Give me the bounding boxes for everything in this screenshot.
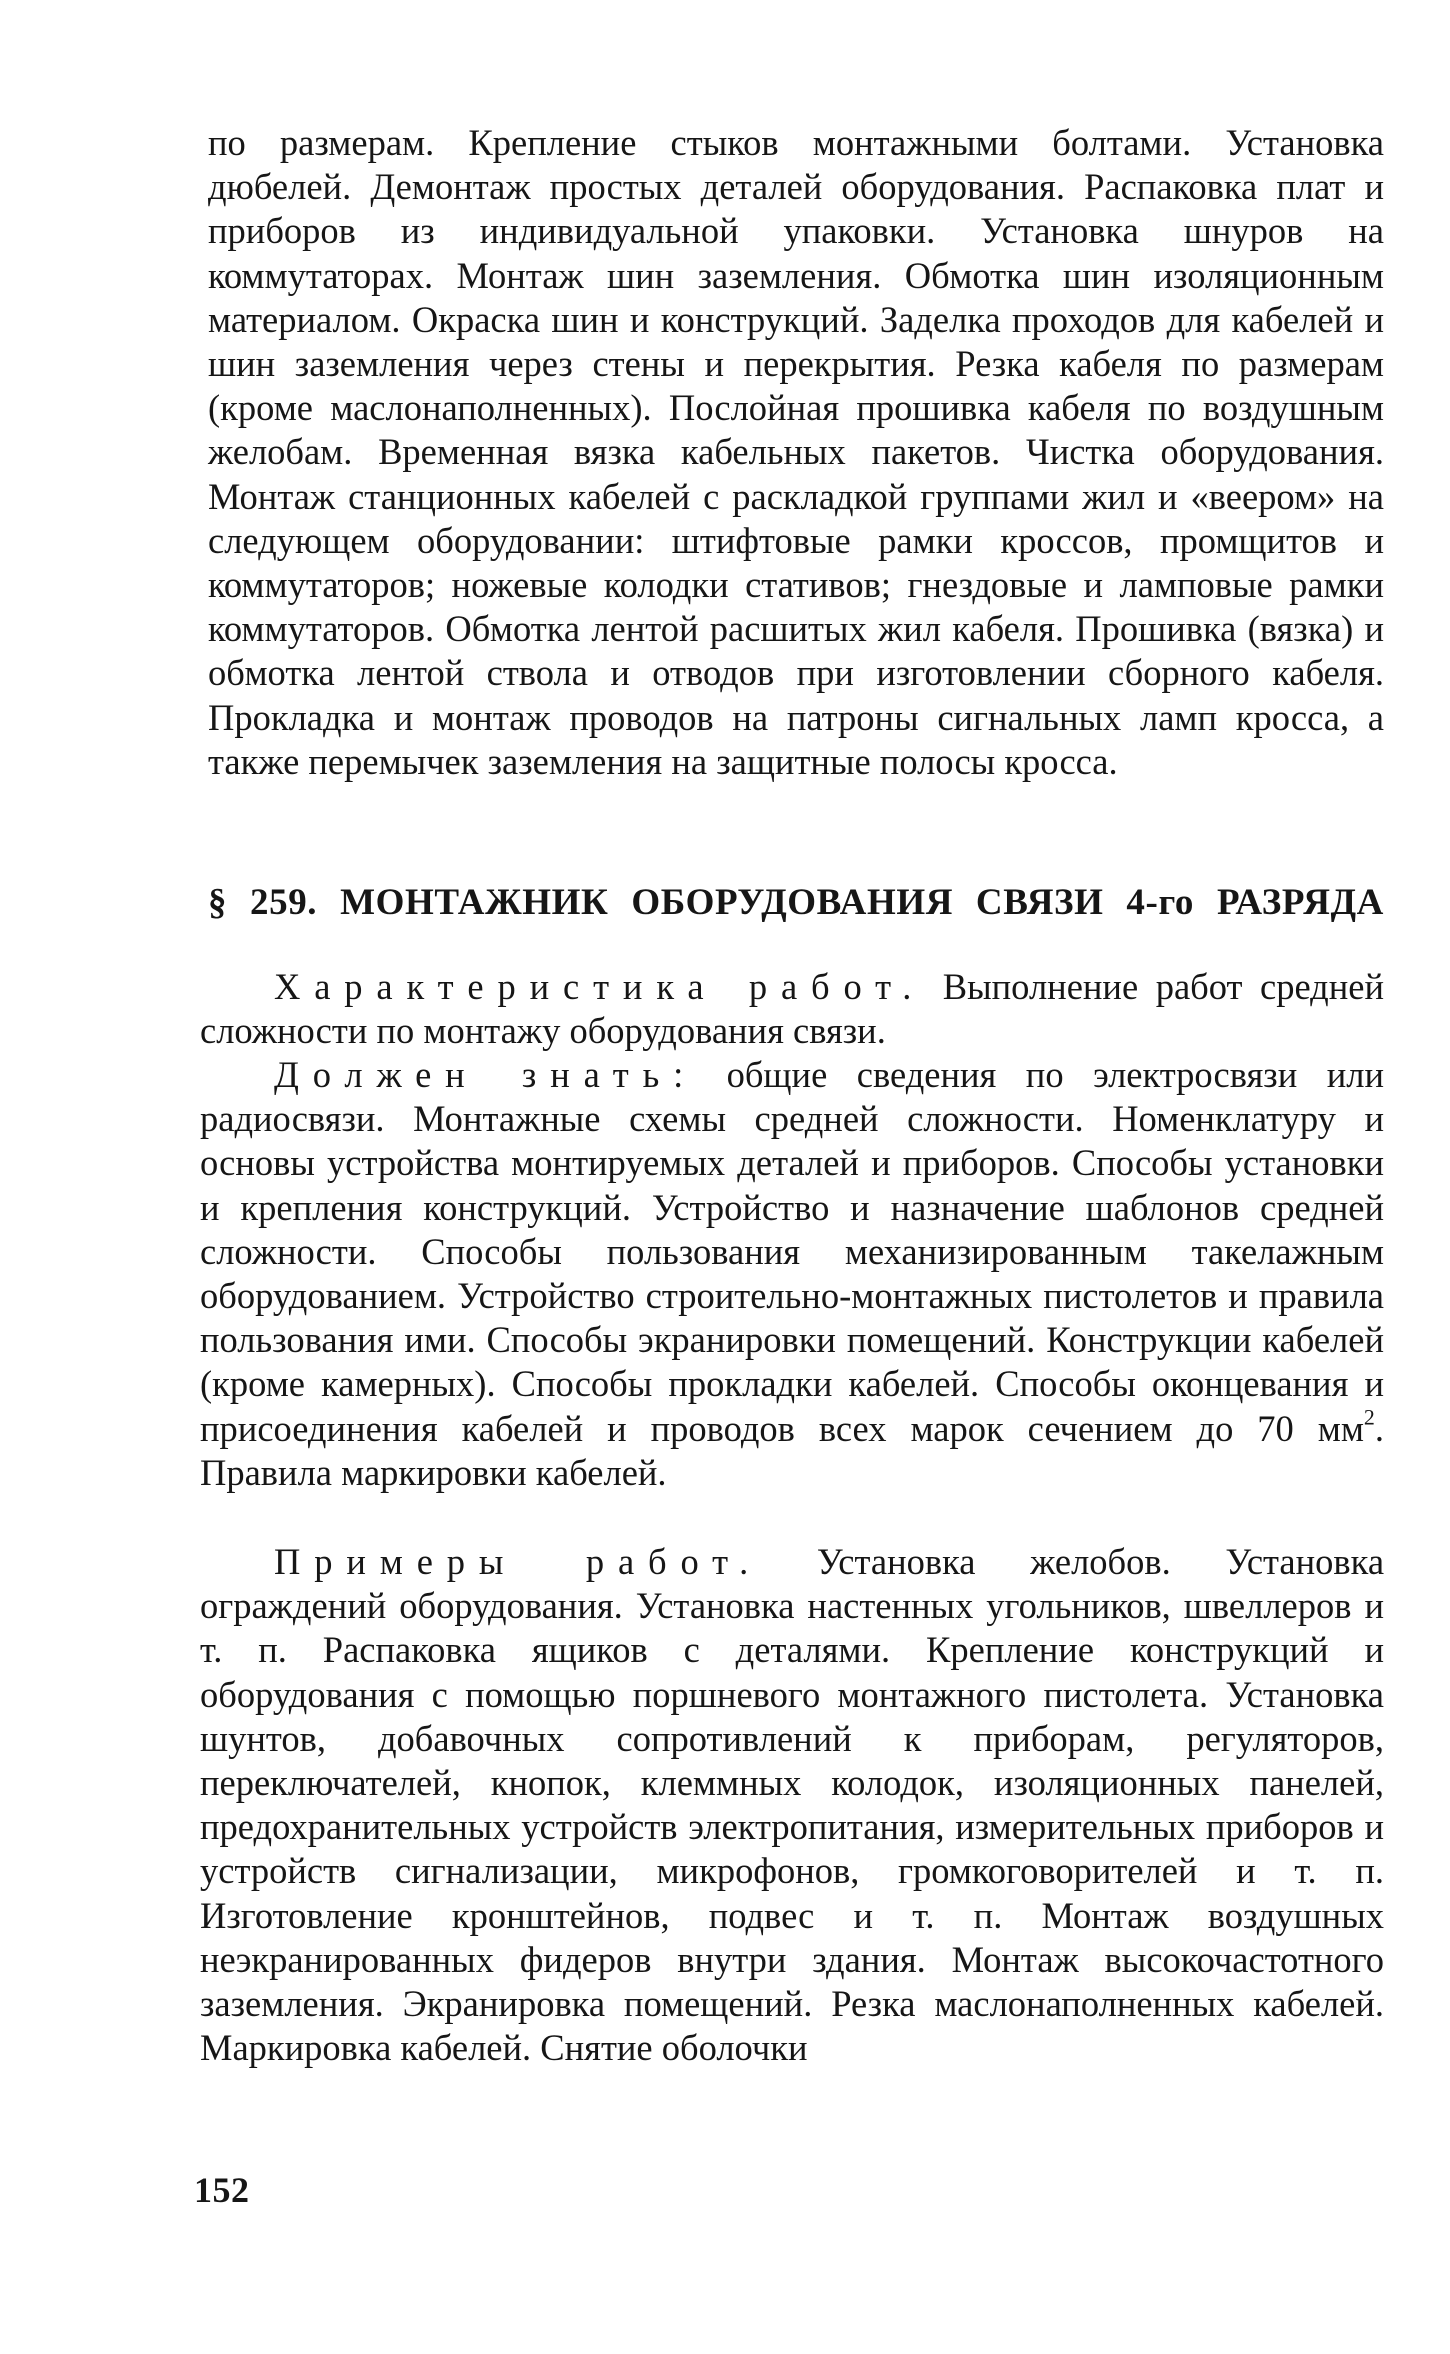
paragraph-continuation-text: по размерам. Крепление стыков монтажными болтами. Установка дюбелей. Демонтаж простых деталей оборудования. Распаковка плат и приборов из индивидуальной упаковки. Установка шнуров на коммутаторах. Монтаж шин заземления. Обмотка шин изоляционным материалом. Окраска шин и конструкций. Заделка проходов для кабелей и шин заземления через стены и перекрытия. Резка кабеля по размерам (кроме маслонаполненных). Послойная прошивка кабеля по воздушным желобам. Временная вязка кабельных пакетов. Чистка оборудования. Монтаж станционных кабелей с раскладкой группами жил и «веером» на следующем оборудовании: штифтовые рамки кроссов, промщитов и коммутаторов; ножевые колодки стативов; гнездовые и ламповые рамки коммутаторов. Обмотка лентой расшитых жил кабеля. Прошивка (вязка) и обмотка лентой ствола и отводов при изготовлении сборного кабеля. Прокладка и монтаж проводов на патроны сигнальных ламп кросса, а также перемычек заземления на защитные полосы кросса. <box>208 122 1384 782</box>
characteristics-paragraph <box>200 965 1384 1053</box>
superscript-two: 2 <box>1363 1404 1375 1430</box>
examples-paragraph <box>200 1540 1384 2070</box>
knowledge-text: общие сведения по электросвязи или радиосвязи. Монтажные схемы средней сложности. Номенклатуру и основы устройства монтируемых деталей и приборов. Способы установки и крепления конструкций. Устройство и назначение шаблонов средней сложности. Способы пользования механизированным такелажным оборудованием. Устройство строительно-монтажных пистолетов и правила пользования ими. Способы экранировки помещений. Конструкции кабелей (кроме камерных). Способы прокладки кабелей. Способы оконцевания и присоединения кабелей и проводов всех марок сечением до 70 мм <box>200 1054 1385 1449</box>
knowledge-label: Должен знать: <box>274 1054 698 1095</box>
characteristics-label: Характеристика работ. <box>274 966 926 1007</box>
paragraph-continuation <box>208 121 1384 784</box>
knowledge-text-end: . Правила маркировки кабелей. <box>200 1407 1384 1493</box>
knowledge-paragraph <box>200 1053 1384 1495</box>
section-heading: § 259. МОНТАЖНИК ОБОРУДОВАНИЯ СВЯЗИ 4-го РАЗРЯДА <box>208 882 1384 923</box>
examples-text: Установка желобов. Установка ограждений оборудования. Установка настенных угольников, швеллеров и т. п. Распаковка ящиков с деталями. Крепление конструкций и оборудования с помощью поршневого монтажного пистолета. Установка шунтов, добавочных сопротивлений к приборам, регуляторов, переключателей, кнопок, клеммных колодок, изоляционных панелей, предохранительных устройств электропитания, измерительных приборов и устройств сигнализации, микрофонов, громкоговорителей и т. п. Изготовление кронштейнов, подвес и т. п. Монтаж воздушных неэкранированных фидеров внутри здания. Монтаж высокочастотного заземления. Экранировка помещений. Резка маслонаполненных кабелей. Маркировка кабелей. Снятие оболочки <box>200 1541 1385 2069</box>
examples-label: Примеры работ. <box>274 1541 763 1582</box>
page-number: 152 <box>194 2170 250 2210</box>
characteristics-text: Выполнение работ средней сложности по монтажу оборудования связи. <box>200 966 1385 1052</box>
